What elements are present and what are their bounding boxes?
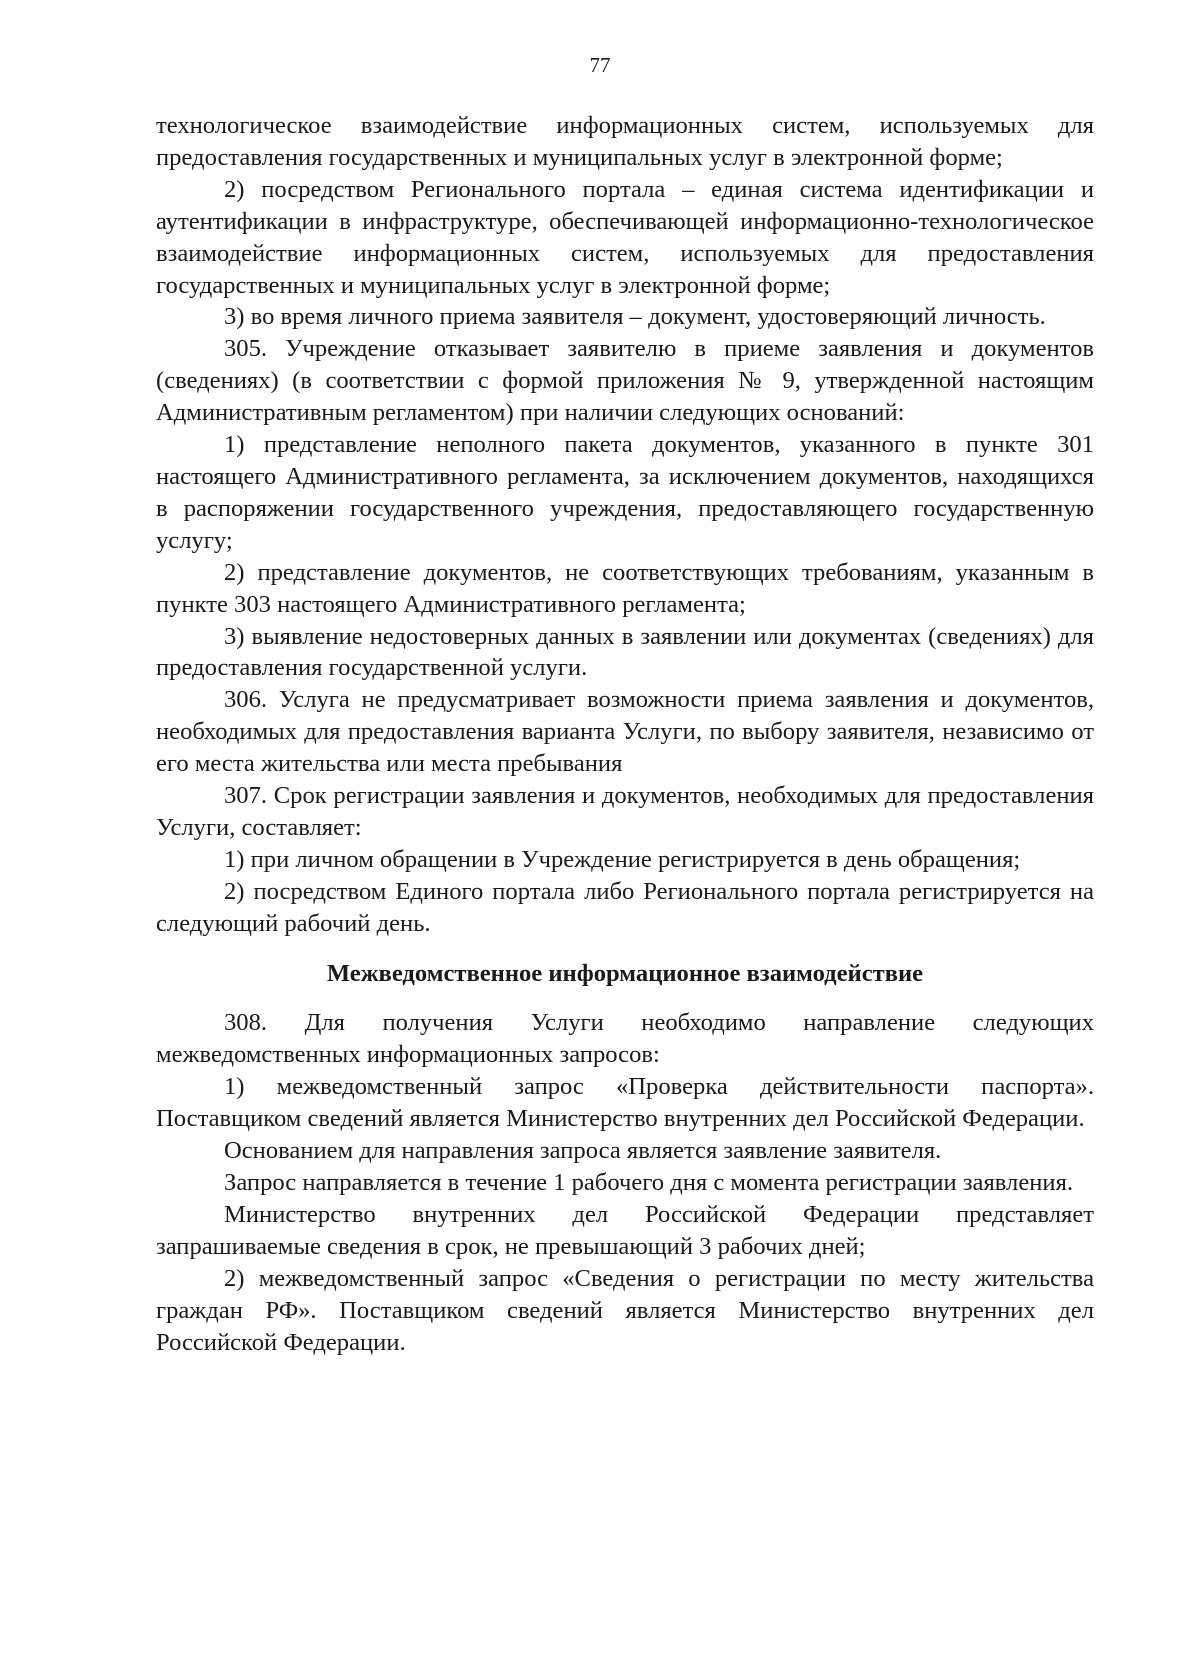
paragraph: 2) посредством Регионального портала – единая система идентификации и аутентификации в инфраструктуре, обеспечивающей информационно-технологическое взаимодействие информационных систем, используемых для предоставления государственных и муниципальных услуг в электронной форме; [156,175,1094,299]
section-heading: Межведомственное информационное взаимодействие [326,959,924,987]
paragraph: 1) представление неполного пакета документов, указанного в пункте 301 настоящего Административного регламента, за исключением документов, находящихся в распоряжении государственного учреждения, предоставляющего государственную услугу; [156,431,1094,554]
paragraph: Основанием для направления запроса является заявление заявителя. [224,1137,942,1165]
paragraph: 1) при личном обращении в Учреждение регистрируется в день обращения; [224,845,1021,873]
paragraph-306: 306. Услуга не предусматривает возможности приема заявления и документов, необходимых для предоставления варианта Услуги, по выбору заявителя, независимо от его места жительства или места пребывания [156,686,1094,778]
page-number: 77 [589,53,611,77]
paragraph-305: 305. Учреждение отказывает заявителю в приеме заявления и документов (сведениях) (в соответствии с формой приложения № 9, утвержденной настоящим Административным регламентом) при наличии следующих оснований: [156,335,1094,427]
paragraph-307: 307. Срок регистрации заявления и документов, необходимых для предоставления Услуги, составляет: [156,782,1094,841]
document-body [156,110,1094,1358]
paragraph: 2) представление документов, не соответствующих требованиям, указанным в пункте 303 настоящего Административного регламента; [156,558,1094,618]
paragraph: 2) межведомственный запрос «Сведения о регистрации по месту жительства граждан РФ». Поставщиком сведений является Министерство внутренних дел Российской Федерации. [156,1264,1094,1356]
paragraph: 3) во время личного приема заявителя – документ, удостоверяющий личность. [224,303,1046,331]
paragraphs-before [156,110,1094,940]
paragraph: Министерство внутренних дел Российской Федерации представляет запрашиваемые сведения в срок, не превышающий 3 рабочих дней; [156,1200,1094,1260]
paragraph-308: 308. Для получения Услуги необходимо направление следующих межведомственных информационных запросов: [156,1009,1094,1069]
paragraph: технологическое взаимодействие информационных систем, используемых для предоставления государственных и муниципальных услуг в электронной форме; [156,112,1094,171]
paragraphs-after [156,1007,1094,1358]
paragraph: 1) межведомственный запрос «Проверка действительности паспорта». Поставщиком сведений является Министерство внутренних дел Российской Федерации. [156,1073,1094,1133]
paragraph: 3) выявление недостоверных данных в заявлении или документах (сведениях) для предоставления государственной услуги. [156,622,1094,682]
paragraph: 2) посредством Единого портала либо Регионального портала регистрируется на следующий рабочий день. [156,877,1094,937]
paragraph: Запрос направляется в течение 1 рабочего дня с момента регистрации заявления. [224,1169,1074,1196]
